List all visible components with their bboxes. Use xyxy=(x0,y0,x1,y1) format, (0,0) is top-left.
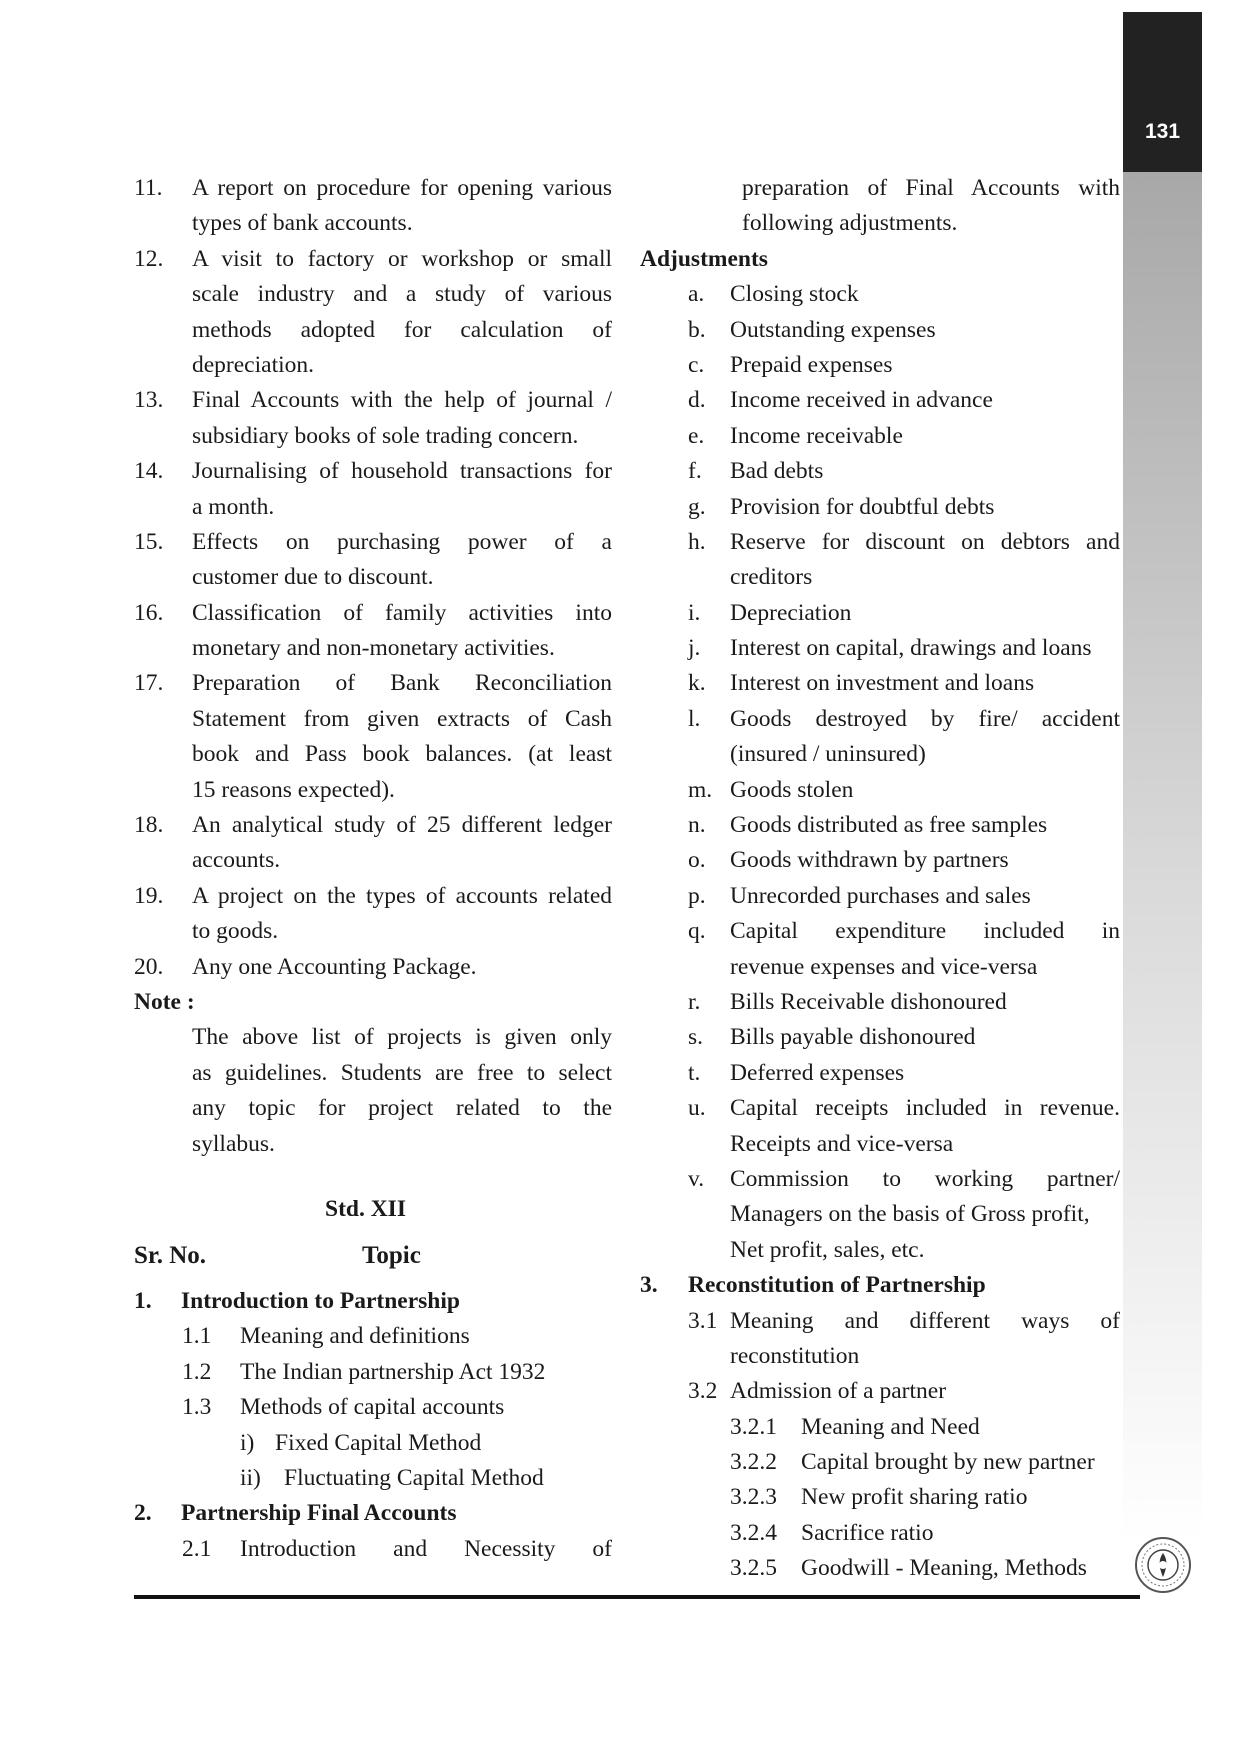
adjustment-text: Reserve for discount on debtors and xyxy=(730,528,1120,555)
sub-subtopic-number: 3.2.3 xyxy=(730,1484,777,1511)
subtopic-number: 1.1 xyxy=(182,1323,212,1350)
adjustment-text: Net profit, sales, etc. xyxy=(730,1236,925,1263)
adjustment-text: Income received in advance xyxy=(730,387,993,414)
item-number: 13. xyxy=(134,387,164,414)
project-item xyxy=(134,666,612,808)
adjustment-text: Receipts and vice-versa xyxy=(730,1130,954,1157)
adjustment-text: Depreciation xyxy=(730,599,852,626)
adjustment-text: revenue expenses and vice-versa xyxy=(730,953,1038,980)
subtopic-text: The Indian partnership Act 1932 xyxy=(240,1358,546,1385)
sub-subtopic-text: Fluctuating Capital Method xyxy=(284,1464,544,1491)
item-line: Statement from given extracts of Cash xyxy=(192,705,612,732)
adjustment-letter: g. xyxy=(688,493,706,520)
item-line: a month. xyxy=(192,493,275,520)
adjustment-text: Goods distributed as free samples xyxy=(730,812,1048,839)
item-line: Journalising of household transactions for xyxy=(192,458,612,485)
project-item xyxy=(134,383,612,454)
note-line: syllabus. xyxy=(192,1130,275,1157)
item-number: 14. xyxy=(134,458,164,485)
page-number: 131 xyxy=(1144,120,1181,143)
item-line: to goods. xyxy=(192,918,279,945)
project-item xyxy=(134,808,612,879)
adjustment-text: Goods stolen xyxy=(730,776,854,803)
item-line: A report on procedure for opening various xyxy=(192,175,612,201)
adjustments-heading: Adjustments xyxy=(640,245,768,272)
sub-subtopic-text: Goodwill - Meaning, Methods xyxy=(801,1555,1087,1582)
item-number: 11. xyxy=(134,175,163,201)
adjustments-list xyxy=(640,277,1120,1268)
adjustment-letter: a. xyxy=(688,281,705,308)
project-item xyxy=(134,950,612,985)
adjustment-text: Closing stock xyxy=(730,281,859,308)
sr-no-header: Sr. No. xyxy=(134,1241,207,1269)
item-line: 15 reasons expected). xyxy=(192,776,395,803)
sub-subtopic-number: i) xyxy=(240,1429,255,1456)
subtopic-text: Meaning and definitions xyxy=(240,1323,470,1350)
sub-subtopic-text: Capital brought by new partner xyxy=(801,1449,1095,1476)
item-line: book and Pass book balances. (at least xyxy=(192,741,612,768)
item-line: Classification of family activities into xyxy=(192,599,612,626)
note-line: as guidelines. Students are free to select xyxy=(192,1059,612,1086)
adjustment-letter: i. xyxy=(688,599,701,626)
section-number: 1. xyxy=(134,1287,152,1314)
item-line: An analytical study of 25 different ledger xyxy=(192,812,612,839)
adjustment-text: Provision for doubtful debts xyxy=(730,493,995,520)
adjustment-text: Interest on capital, drawings and loans xyxy=(730,635,1092,662)
page-tab xyxy=(1123,12,1202,172)
adjustment-text: Commission to working partner/ xyxy=(730,1165,1120,1192)
note-line: any topic for project related to the xyxy=(192,1095,612,1122)
adjustment-text: Outstanding expenses xyxy=(730,316,936,343)
item-line: depreciation. xyxy=(192,351,315,378)
sub-subtopic-text: Meaning and Need xyxy=(801,1413,980,1440)
project-item xyxy=(134,525,612,596)
bottom-rule xyxy=(134,1595,1140,1599)
subtopic-number: 2.1 xyxy=(182,1535,212,1562)
note-text xyxy=(134,1020,612,1162)
adjustment-text: Capital receipts included in revenue. xyxy=(730,1095,1120,1122)
subtopic-text: Meaning and different ways of xyxy=(730,1307,1120,1334)
item-number: 16. xyxy=(134,599,164,626)
board-emblem-icon xyxy=(1133,1535,1193,1595)
subtopic-number: 3.2 xyxy=(688,1378,718,1405)
sub-subtopic-text: New profit sharing ratio xyxy=(801,1484,1028,1511)
adjustment-text: Deferred expenses xyxy=(730,1059,905,1086)
item-number: 17. xyxy=(134,670,164,697)
adjustment-text: Capital expenditure included in xyxy=(730,918,1120,945)
side-gradient-strip xyxy=(1123,172,1202,1542)
adjustment-text: Prepaid expenses xyxy=(730,351,893,378)
topic-header: Topic xyxy=(362,1241,421,1269)
section-number: 2. xyxy=(134,1500,152,1527)
item-line: scale industry and a study of various xyxy=(192,281,612,308)
sub-subtopic-number: 3.2.4 xyxy=(730,1519,777,1546)
adjustment-text: Bills payable dishonoured xyxy=(730,1024,976,1051)
left-column xyxy=(134,171,612,1567)
adjustment-text: creditors xyxy=(730,564,813,591)
section-title: Partnership Final Accounts xyxy=(181,1500,457,1527)
adjustment-text: Goods destroyed by fire/ accident xyxy=(730,705,1120,732)
adjustment-text: (insured / uninsured) xyxy=(730,741,926,768)
item-line: types of bank accounts. xyxy=(192,210,413,237)
adjustment-text: Bills Receivable dishonoured xyxy=(730,988,1007,1015)
adjustment-letter: u. xyxy=(688,1095,706,1122)
project-item xyxy=(134,242,612,384)
adjustment-text: Income receivable xyxy=(730,422,903,449)
adjustment-text: Goods withdrawn by partners xyxy=(730,847,1009,874)
project-item xyxy=(134,596,612,667)
right-column xyxy=(640,171,1120,1587)
note-label: Note : xyxy=(134,988,195,1015)
adjustment-text: Unrecorded purchases and sales xyxy=(730,882,1031,909)
sub-subtopic-number: ii) xyxy=(240,1464,261,1491)
item-number: 19. xyxy=(134,882,164,909)
adjustment-text: Managers on the basis of Gross profit, xyxy=(730,1201,1090,1228)
subtopic-number: 3.1 xyxy=(688,1307,718,1334)
adjustment-letter: s. xyxy=(688,1024,704,1051)
item-line: A project on the types of accounts related xyxy=(192,882,612,909)
subtopic-number: 1.2 xyxy=(182,1358,212,1385)
item-line: Effects on purchasing power of a xyxy=(192,528,612,555)
item-number: 12. xyxy=(134,245,164,272)
section-title: Reconstitution of Partnership xyxy=(688,1272,986,1299)
adjustment-text: Interest on investment and loans xyxy=(730,670,1035,697)
item-line: Final Accounts with the help of journal / xyxy=(192,387,612,414)
subtopic-text: Methods of capital accounts xyxy=(240,1394,505,1421)
project-item xyxy=(134,171,612,242)
adjustment-letter: e. xyxy=(688,422,705,449)
subtopic-text: Introduction and Necessity of xyxy=(240,1535,612,1562)
note-line: The above list of projects is given only xyxy=(192,1024,612,1051)
adjustment-letter: d. xyxy=(688,387,706,414)
item-line: monetary and non-monetary activities. xyxy=(192,635,555,662)
adjustment-letter: l. xyxy=(688,705,701,732)
sub-subtopic-text: Sacrifice ratio xyxy=(801,1519,934,1546)
continuation-line: following adjustments. xyxy=(742,210,958,237)
item-line: A visit to factory or workshop or small xyxy=(192,245,612,272)
item-number: 18. xyxy=(134,812,164,839)
sub-subtopic-number: 3.2.5 xyxy=(730,1555,777,1582)
item-line: subsidiary books of sole trading concern. xyxy=(192,422,579,449)
item-line: customer due to discount. xyxy=(192,564,434,591)
adjustment-letter: c. xyxy=(688,351,705,378)
section-number: 3. xyxy=(640,1272,658,1299)
subtopic-number: 1.3 xyxy=(182,1394,212,1421)
item-number: 15. xyxy=(134,528,164,555)
std-heading: Std. XII xyxy=(325,1195,406,1222)
adjustment-letter: p. xyxy=(688,882,706,909)
adjustment-text: Bad debts xyxy=(730,458,824,485)
sub-subtopic-number: 3.2.2 xyxy=(730,1449,777,1476)
adjustment-letter: f. xyxy=(688,458,702,485)
adjustment-letter: n. xyxy=(688,812,706,839)
item-line: Any one Accounting Package. xyxy=(192,953,477,980)
adjustment-letter: h. xyxy=(688,528,706,555)
sub-subtopic-number: 3.2.1 xyxy=(730,1413,777,1440)
adjustment-letter: v. xyxy=(688,1165,705,1192)
subtopic-text: Admission of a partner xyxy=(730,1378,947,1405)
adjustment-letter: o. xyxy=(688,847,706,874)
item-line: methods adopted for calculation of xyxy=(192,316,612,343)
project-item xyxy=(134,454,612,525)
item-number: 20. xyxy=(134,953,164,980)
adjustment-letter: j. xyxy=(688,635,701,662)
subtopic-text: reconstitution xyxy=(730,1342,860,1369)
adjustment-letter: r. xyxy=(688,988,701,1015)
project-item xyxy=(134,879,612,950)
adjustment-letter: q. xyxy=(688,918,706,945)
sub-subtopic-text: Fixed Capital Method xyxy=(275,1429,482,1456)
item-line: accounts. xyxy=(192,847,281,874)
adjustment-letter: b. xyxy=(688,316,706,343)
adjustment-letter: m. xyxy=(688,776,713,803)
continuation-line: preparation of Final Accounts with xyxy=(742,175,1120,201)
section-title: Introduction to Partnership xyxy=(181,1287,460,1314)
adjustment-letter: t. xyxy=(688,1059,701,1086)
item-line: Preparation of Bank Reconciliation xyxy=(192,670,612,697)
adjustment-letter: k. xyxy=(688,670,706,697)
